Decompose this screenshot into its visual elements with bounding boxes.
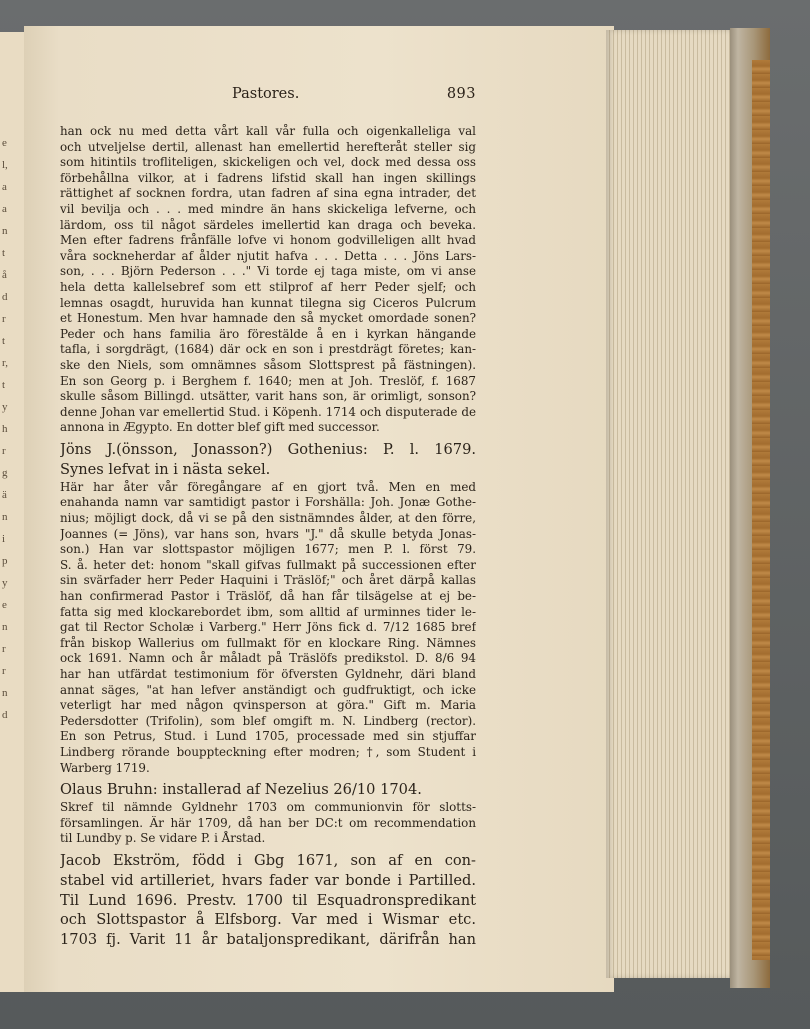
margin-letter: e: [2, 599, 7, 611]
text-line: han ock nu med detta vårt kall vår fulla och oigenkalleliga val: [60, 124, 476, 138]
text-line: vil bevilja och . . . med mindre än hans skickeliga lefverne, och: [60, 201, 476, 216]
text-line: våra sockneherdar af ålder njutit hafva . . . Detta . . . Jöns Lars-: [60, 248, 476, 263]
entry-body: [60, 800, 476, 847]
margin-letter: t: [2, 335, 6, 347]
text-line: Til Lund 1696. Prestv. 1700 til Esquadronspredikant: [60, 891, 476, 909]
margin-letter: g: [2, 467, 8, 479]
page-number: 893: [446, 86, 476, 102]
margin-letter: n: [2, 511, 8, 523]
text-line: veterligt har med någon qvinsperson at göra." Gift m. Maria: [60, 698, 476, 713]
text-line: gat til Rector Scholæ i Varberg." Herr Jöns fick d. 7/12 1685 bref: [60, 620, 476, 635]
text-line: til Lundby p. Se vidare P. i Årstad.: [60, 831, 266, 846]
margin-letter: r: [2, 665, 6, 677]
margin-letter: n: [2, 225, 8, 237]
text-line: ske den Niels, som omnämnes såsom Slottsprest på fästningen).: [60, 357, 476, 372]
text-line: annat säges, "at han lefver anständigt och gudfruktigt, och icke: [60, 682, 476, 697]
margin-letter: a: [2, 203, 7, 215]
entry-subheading: Synes lefvat in i nästa sekel.: [60, 460, 271, 478]
margin-letter: d: [2, 709, 8, 721]
entry-heading: Jacob Ekström, född i Gbg 1671, son af en con-: [60, 851, 476, 869]
text-line: Peder och hans familia äro förestälde å en i kyrkan hängande: [60, 326, 476, 341]
margin-letter: å: [2, 269, 7, 281]
margin-letter: r: [2, 643, 6, 655]
margin-letter: y: [2, 577, 8, 589]
text-line: nius; möjligt dock, då vi se på den sistnämndes ålder, at den förre,: [60, 511, 476, 526]
text-line: hela detta kallelsebref som ett stilprof af herr Peder sjelf; och: [60, 279, 476, 294]
margin-letter: l,: [2, 159, 8, 171]
margin-letter: t: [2, 247, 6, 259]
continuation-paragraph: [60, 124, 476, 436]
text-line: Skref til nämnde Gyldnehr 1703 om communionvin för slotts-: [60, 800, 476, 815]
page-stack-edges: [606, 30, 730, 978]
text-line: En son Petrus, Stud. i Lund 1705, processade med sin stjuffar: [60, 729, 476, 744]
text-line: 1703 fj. Varit 11 år bataljonspredikant, därifrån han: [60, 931, 476, 949]
text-line: stabel vid artilleriet, hvars fader var bonde i Partilled.: [60, 871, 476, 889]
text-line: och Slottspastor å Elfsborg. Var med i Wismar etc.: [60, 911, 476, 929]
text-line: Här har åter vår föregångare af en gjort två. Men en med: [60, 479, 476, 494]
text-line: skulle såsom Billingd. utsätter, varit hans son, är orimligt, sonson?: [60, 389, 476, 404]
entry-body: [60, 480, 476, 776]
entry-heading: Jöns J.(önsson, Jonasson?) Gothenius: P. l. 1679.: [60, 440, 476, 458]
text-line: Joannes (= Jöns), var hans son, hvars "J." då skulle betyda Jonas-: [60, 526, 476, 541]
text-line: som hitintils trofliteligen, skickeligen och vel, dock med dessa oss: [60, 155, 476, 170]
margin-letter: h: [2, 423, 8, 435]
text-line: son, . . . Björn Pederson . . ." Vi torde ej taga miste, om vi anse: [60, 264, 476, 279]
text-line: sin svärfader herr Peder Haquini i Träslöf;" och året därpå kallas: [60, 573, 476, 588]
margin-letter: a: [2, 181, 7, 193]
facing-page-letters: [2, 132, 22, 726]
text-line: lärdom, oss til något särdeles imellertid kan draga och beveka.: [60, 217, 476, 232]
margin-letter: ä: [2, 489, 7, 501]
text-line: fatta sig med klockarebordet ibm, som alltid af urminnes tider le-: [60, 604, 476, 619]
entry-gothenius: [60, 440, 476, 776]
text-line: har han utfärdat testimonium för öfversten Gyldnehr, däri bland: [60, 667, 476, 681]
margin-letter: y: [2, 401, 8, 413]
text-line: han confirmerad Pastor i Träslöf, då han får tilsägelse at ej be-: [60, 589, 476, 604]
margin-letter: d: [2, 291, 8, 303]
entry-bruhn: [60, 780, 476, 847]
text-line: Lindberg rörande bouppteckning efter modren; †, som Student i: [60, 744, 476, 759]
running-title: Pastores.: [232, 86, 300, 102]
text-line: S. å. heter det: honom "skall gifvas fullmakt på successionen efter: [60, 557, 476, 572]
text-line: denne Johan var emellertid Stud. i Köpenh. 1714 och disputerade de: [60, 404, 476, 419]
text-line: och utveljelse dertil, allenast han emellertid herefteråt steller sig: [60, 139, 476, 154]
text-line: son.) Han var slottspastor möjligen 1677; men P. l. först 79.: [60, 542, 476, 557]
text-line: Warberg 1719.: [60, 760, 150, 775]
text-line: rättighet af socknen fordra, utan fadren af sina egna intrader, det: [60, 186, 476, 201]
text-line: annona in Ægypto. En dotter blef gift med successor.: [60, 420, 380, 435]
margin-letter: i: [2, 533, 6, 545]
text-line: Men efter fadrens frånfälle lofve vi honom godvilleligen allt hvad: [60, 233, 476, 248]
page-text: [60, 124, 476, 950]
margin-letter: r: [2, 445, 6, 457]
text-line: tafla, i sorgdrägt, (1684) där ock en son i prestdrägt företes; kan-: [60, 342, 476, 357]
margin-letter: r,: [2, 357, 8, 369]
text-line: Pedersdotter (Trifolin), som blef omgift m. N. Lindberg (rector).: [60, 713, 476, 728]
margin-letter: t: [2, 379, 6, 391]
text-line: förbehållna vilkor, at i fadrens lifstid skall han ingen skillings: [60, 170, 476, 185]
facing-page-edge: [0, 32, 25, 992]
running-head: [60, 86, 480, 106]
entry-body: [60, 871, 476, 950]
cover-spine: [752, 60, 770, 960]
text-line: et Honestum. Men hvar hamnade den så mycket omordade sonen?: [60, 311, 476, 326]
margin-letter: n: [2, 621, 8, 633]
text-line: enahanda namn var samtidigt pastor i Forshälla: Joh. Jonæ Gothe-: [60, 495, 476, 510]
margin-letter: r: [2, 313, 6, 325]
margin-letter: e: [2, 137, 7, 149]
margin-letter: p: [2, 555, 8, 567]
text-line: lemnas osagdt, huruvida han kunnat tilegna sig Ciceros Pulcrum: [60, 295, 476, 310]
text-line: från biskop Wallerius om fullmakt för en klockare Ring. Nämnes: [60, 635, 476, 650]
text-line: ock 1691. Namn och år måladt på Träslöfs predikstol. D. 8/6 94: [60, 651, 476, 666]
text-line: En son Georg p. i Berghem f. 1640; men at Joh. Treslöf, f. 1687: [60, 373, 476, 388]
margin-letter: n: [2, 687, 8, 699]
entry-heading: Olaus Bruhn: installerad af Nezelius 26/10 1704.: [60, 781, 422, 799]
entry-ekstrom: [60, 851, 476, 950]
text-line: församlingen. Är här 1709, då han ber DC:t om recommendation: [60, 815, 476, 830]
